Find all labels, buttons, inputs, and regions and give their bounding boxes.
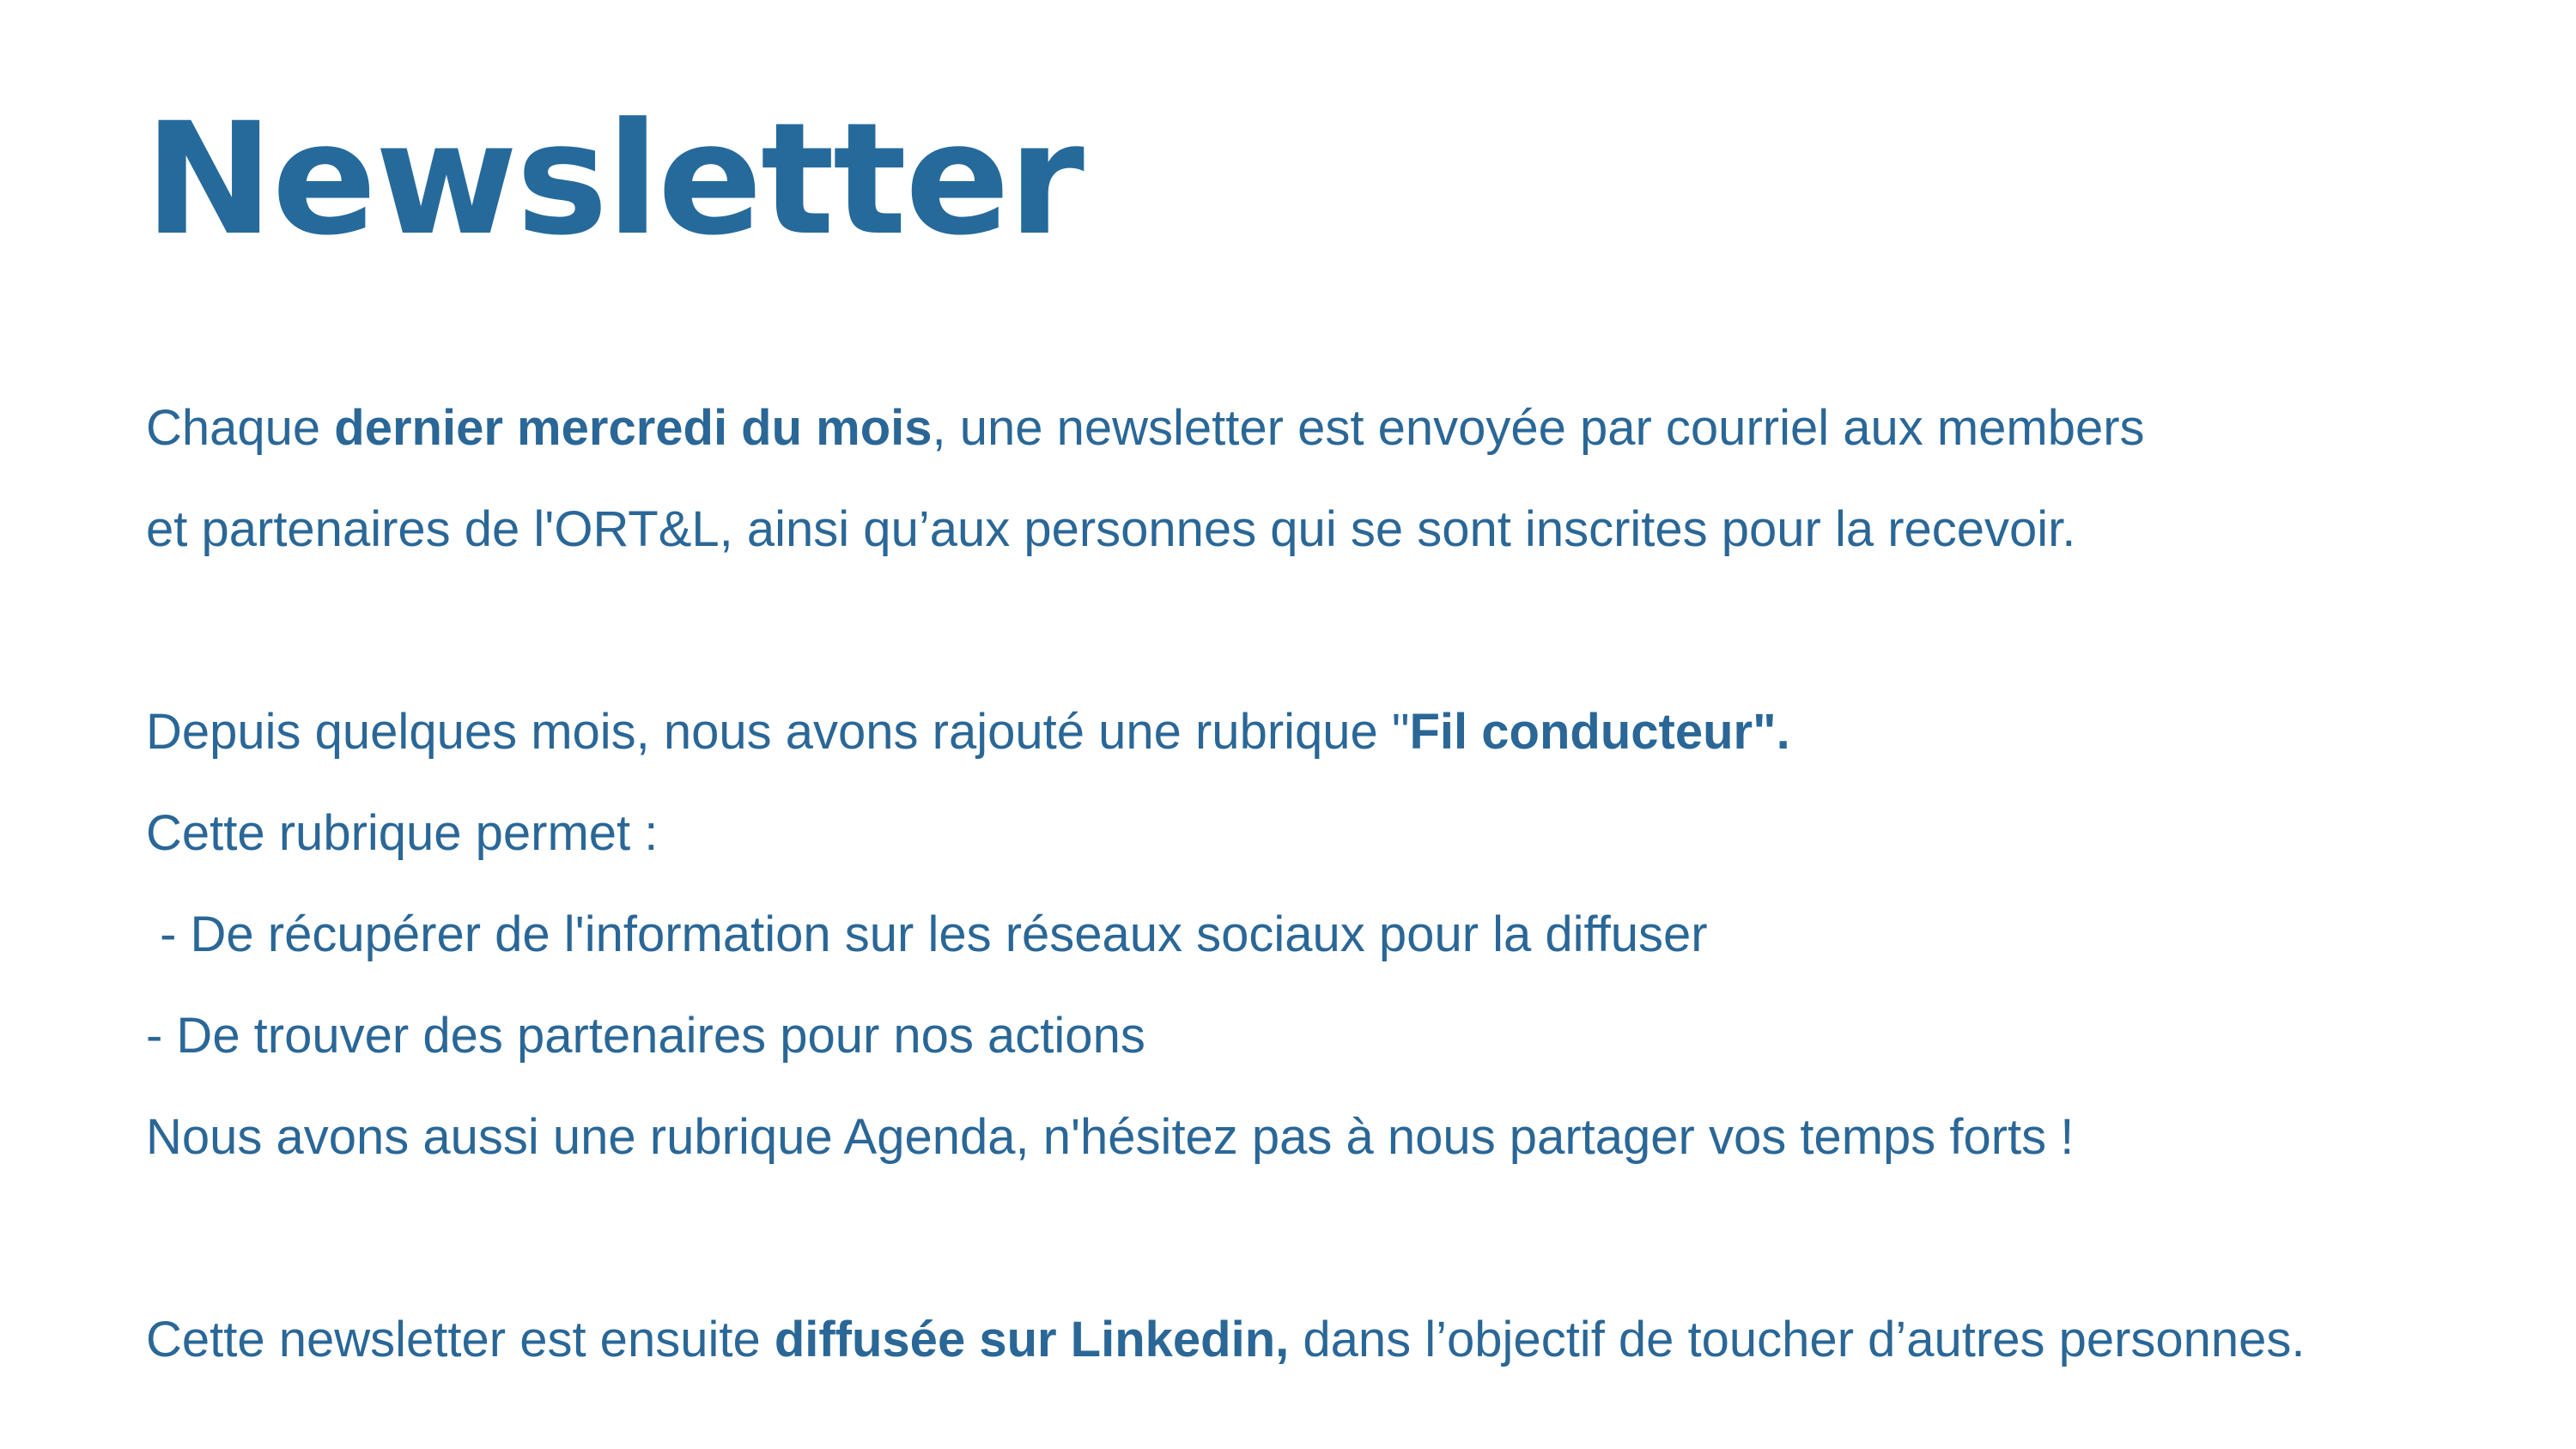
- p2-line1-pre: Depuis quelques mois, nous avons rajouté une rubrique ": [146, 704, 1410, 760]
- p2-line3: - De récupérer de l'information sur les réseaux sociaux pour la diffuser: [146, 906, 1708, 962]
- p2-line1-bold: Fil conducteur".: [1409, 704, 1790, 760]
- p1-line2: et partenaires de l'ORT&L, ainsi qu’aux personnes qui se sont inscrites pour la recevoir.: [146, 501, 2076, 557]
- p1-line1-pre: Chaque: [146, 400, 335, 456]
- paragraph-gap: [146, 1188, 2464, 1289]
- p3-line1-pre: Cette newsletter est ensuite: [146, 1312, 775, 1367]
- p1-line1-post: , une newsletter est envoyée par courriel aux members: [932, 400, 2145, 456]
- page-title: Newsletter: [144, 90, 1083, 270]
- p1-line1-bold: dernier mercredi du mois: [334, 400, 933, 456]
- p3-line1-post: dans l’objectif de toucher d’autres personnes.: [1289, 1312, 2306, 1367]
- paragraph-gap: [146, 580, 2464, 682]
- p2-line1: [146, 682, 2464, 783]
- p2-line4: - De trouver des partenaires pour nos actions: [146, 1008, 1145, 1064]
- p2-line5: Nous avons aussi une rubrique Agenda, n'hésitez pas à nous partager vos temps forts !: [146, 1109, 2075, 1165]
- p1-line1: [146, 378, 2464, 479]
- body-text: [146, 378, 2464, 1391]
- p2-line2: Cette rubrique permet :: [146, 805, 659, 861]
- p3-line1-bold: diffusée sur Linkedin,: [774, 1312, 1290, 1367]
- p3-line1: [146, 1289, 2464, 1391]
